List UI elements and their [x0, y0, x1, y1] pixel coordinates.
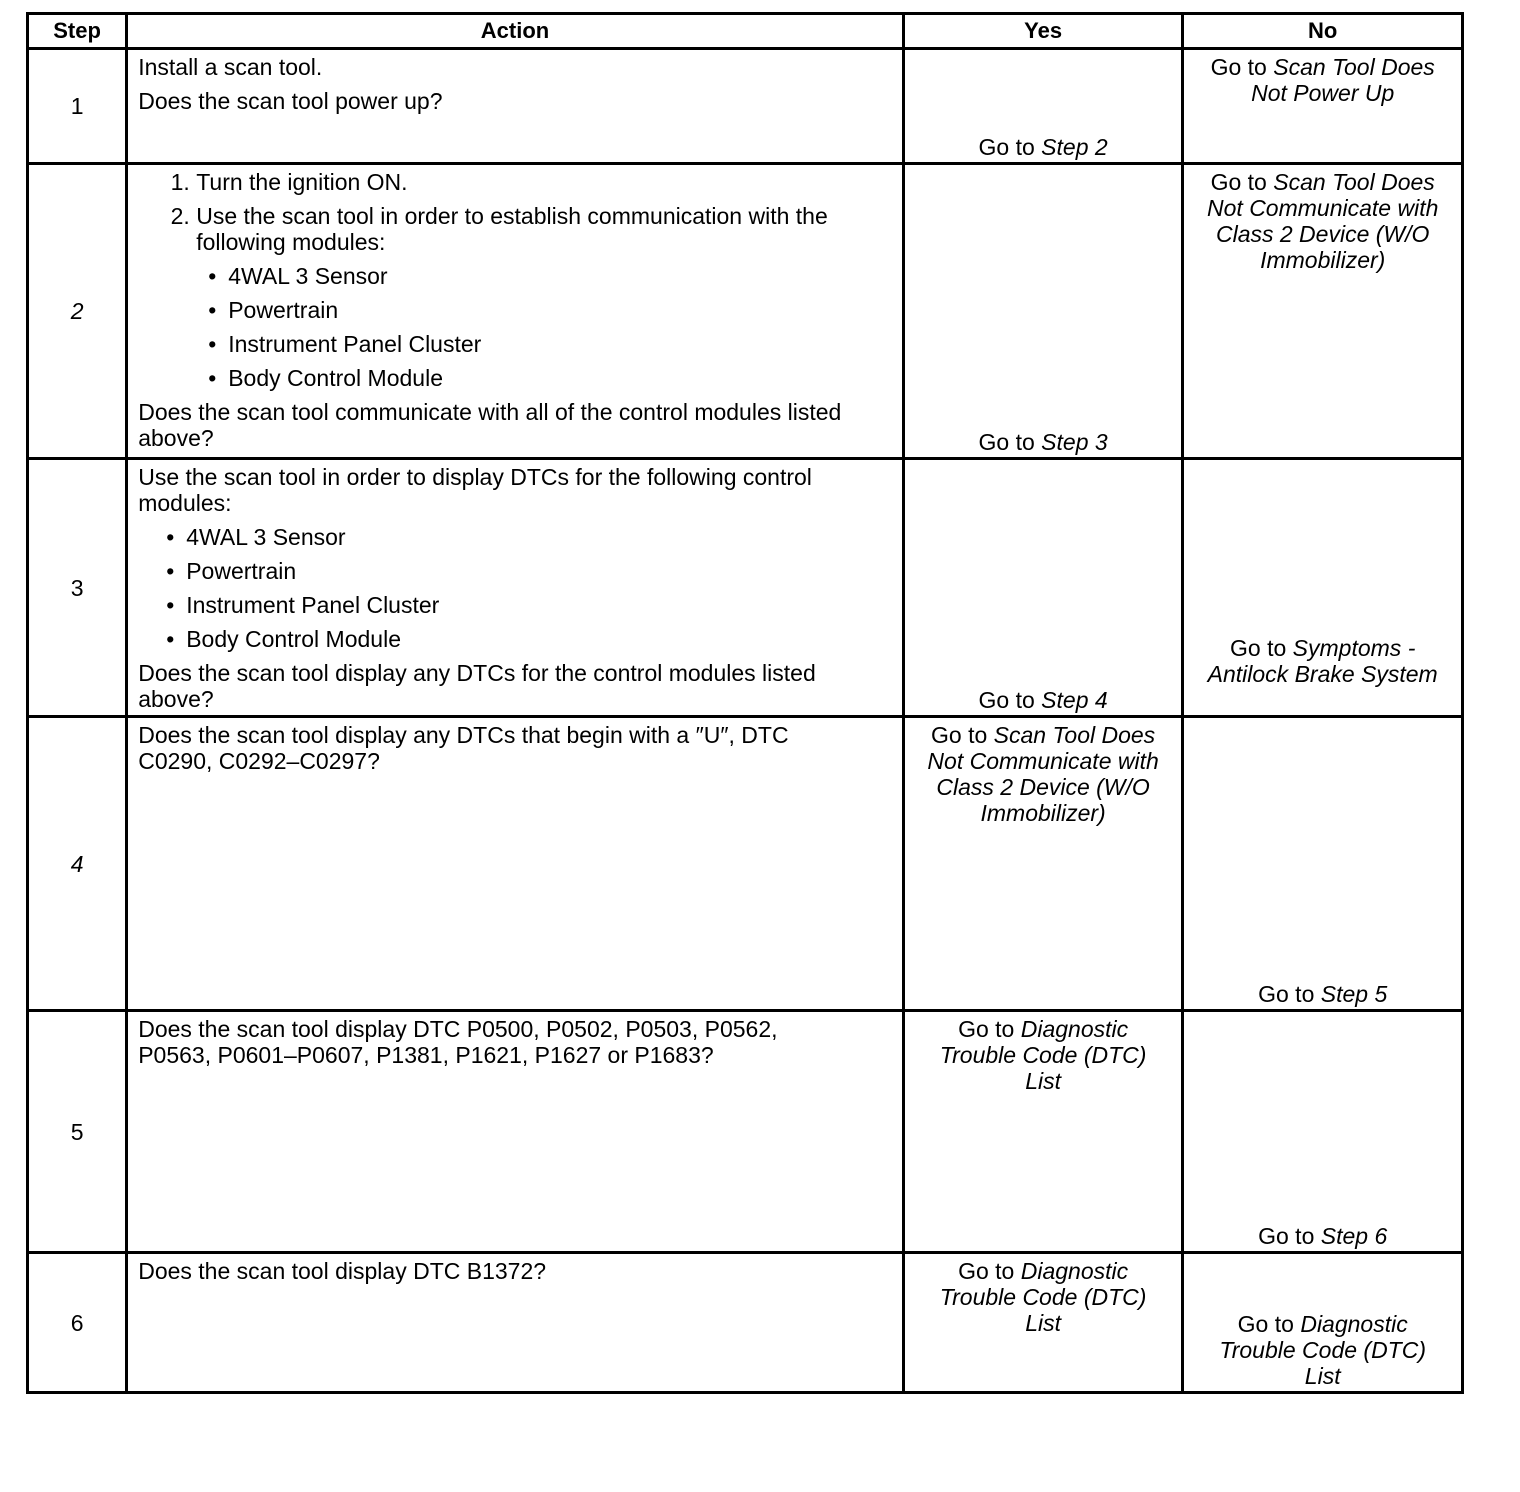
- yes-target[interactable]: Step 4: [1041, 687, 1108, 713]
- list-item: • Instrument Panel Cluster: [164, 592, 892, 618]
- no-target[interactable]: Step 5: [1320, 981, 1388, 1007]
- no-cell: [1183, 459, 1463, 717]
- go-to-label: Go to: [978, 687, 1035, 713]
- action-question: Does the scan tool display DTC B1372?: [138, 1258, 547, 1284]
- go-to-label: Go to: [1210, 54, 1267, 80]
- header-step: Step: [28, 14, 127, 49]
- yes-result[interactable]: [911, 1016, 1176, 1094]
- table-row: [28, 717, 1463, 1011]
- yes-target[interactable]: Diagnostic Trouble Code (DTC) List: [939, 1016, 1147, 1094]
- list-item: • Instrument Panel Cluster: [206, 331, 892, 357]
- no-result[interactable]: [1190, 1223, 1455, 1249]
- no-target[interactable]: Scan Tool Does Not Power Up: [1251, 54, 1435, 106]
- header-yes: Yes: [903, 14, 1183, 49]
- action-question: Does the scan tool power up?: [138, 88, 443, 114]
- no-result[interactable]: [1190, 981, 1455, 1007]
- header-action: Action: [127, 14, 904, 49]
- no-target[interactable]: Diagnostic Trouble Code (DTC) List: [1219, 1311, 1427, 1389]
- go-to-label: Go to: [931, 722, 988, 748]
- list-item: 2. Use the scan tool in order to establish communication with the following modules:: [196, 203, 892, 255]
- diagnostic-table: [26, 12, 1464, 1394]
- no-target[interactable]: Scan Tool Does Not Communicate with Class 2 Device (W/O Immobilizer): [1207, 169, 1439, 273]
- yes-target[interactable]: Step 2: [1041, 134, 1108, 160]
- go-to-label: Go to: [958, 1258, 1015, 1284]
- bullet-list: [138, 524, 892, 652]
- list-item: • 4WAL 3 Sensor: [206, 263, 892, 289]
- go-to-label: Go to: [978, 134, 1035, 160]
- header-no: No: [1183, 14, 1463, 49]
- table-row: [28, 1011, 1463, 1253]
- step-number: 2: [28, 164, 127, 459]
- yes-target[interactable]: Scan Tool Does Not Communicate with Class 2 Device (W/O Immobilizer): [927, 722, 1159, 826]
- list-item: 1. Turn the ignition ON.: [196, 169, 892, 195]
- action-cell: [127, 459, 904, 717]
- go-to-label: Go to: [958, 1016, 1015, 1042]
- step-number: 3: [28, 459, 127, 717]
- no-result[interactable]: [1190, 54, 1455, 106]
- yes-result[interactable]: [911, 687, 1176, 713]
- step-number: 4: [28, 717, 127, 1011]
- no-result[interactable]: [1190, 635, 1455, 687]
- list-item: • Powertrain: [206, 297, 892, 323]
- yes-result[interactable]: [911, 134, 1176, 160]
- numbered-list: [138, 169, 892, 255]
- yes-cell: [903, 1011, 1183, 1253]
- yes-cell: [903, 49, 1183, 164]
- table-row: [28, 1253, 1463, 1393]
- no-cell: [1183, 164, 1463, 459]
- go-to-label: Go to: [1230, 635, 1287, 661]
- yes-result[interactable]: [911, 429, 1176, 455]
- yes-cell: [903, 164, 1183, 459]
- no-cell: [1183, 1253, 1463, 1393]
- action-text: Install a scan tool.: [138, 54, 323, 80]
- yes-cell: [903, 459, 1183, 717]
- action-question: Does the scan tool display DTC P0500, P0502, P0503, P0562, P0563, P0601–P0607, P1381, P1621, P1627 or P1683?: [138, 1016, 778, 1068]
- no-cell: [1183, 49, 1463, 164]
- action-cell: [127, 49, 904, 164]
- table-row: [28, 49, 1463, 164]
- action-cell: [127, 1011, 904, 1253]
- bullet-list: [138, 263, 892, 391]
- table-row: [28, 164, 1463, 459]
- action-question: Does the scan tool communicate with all of the control modules listed above?: [138, 399, 842, 451]
- header-row: [28, 14, 1463, 49]
- action-cell: [127, 1253, 904, 1393]
- action-cell: [127, 717, 904, 1011]
- no-result[interactable]: [1190, 1311, 1455, 1389]
- list-item: • Powertrain: [164, 558, 892, 584]
- no-result[interactable]: [1190, 169, 1455, 273]
- action-text: Use the scan tool in order to display DTCs for the following control modules:: [138, 464, 812, 516]
- action-question: Does the scan tool display any DTCs for the control modules listed above?: [138, 660, 816, 712]
- no-cell: [1183, 717, 1463, 1011]
- list-item: • 4WAL 3 Sensor: [164, 524, 892, 550]
- no-target[interactable]: Symptoms - Antilock Brake System: [1207, 635, 1438, 687]
- go-to-label: Go to: [1258, 981, 1315, 1007]
- list-item: • Body Control Module: [206, 365, 892, 391]
- step-number: 1: [28, 49, 127, 164]
- list-item: • Body Control Module: [164, 626, 892, 652]
- no-cell: [1183, 1011, 1463, 1253]
- go-to-label: Go to: [1258, 1223, 1315, 1249]
- yes-cell: [903, 717, 1183, 1011]
- action-cell: [127, 164, 904, 459]
- go-to-label: Go to: [978, 429, 1035, 455]
- go-to-label: Go to: [1237, 1311, 1294, 1337]
- table-row: [28, 459, 1463, 717]
- step-number: 5: [28, 1011, 127, 1253]
- yes-result[interactable]: [911, 722, 1176, 826]
- go-to-label: Go to: [1210, 169, 1267, 195]
- yes-target[interactable]: Step 3: [1041, 429, 1108, 455]
- no-target[interactable]: Step 6: [1320, 1223, 1388, 1249]
- step-number: 6: [28, 1253, 127, 1393]
- action-question: Does the scan tool display any DTCs that begin with a ″U″, DTC C0290, C0292–C0297?: [138, 722, 789, 774]
- yes-target[interactable]: Diagnostic Trouble Code (DTC) List: [939, 1258, 1147, 1336]
- yes-result[interactable]: [911, 1258, 1176, 1336]
- yes-cell: [903, 1253, 1183, 1393]
